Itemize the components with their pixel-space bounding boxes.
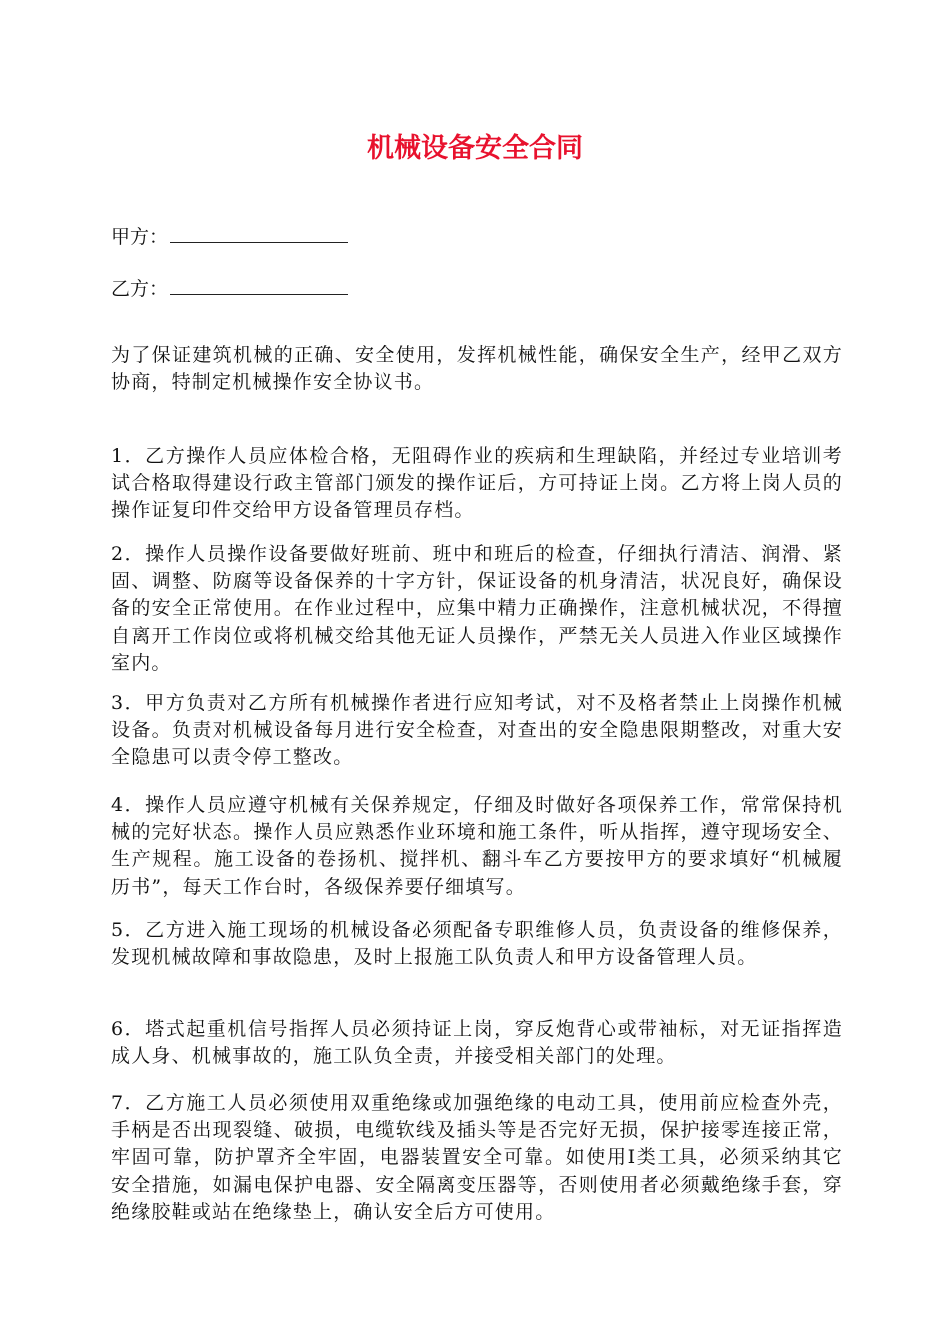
intro-paragraph: 为了保证建筑机械的正确、安全使用，发挥机械性能，确保安全生产，经甲乙双方协商，特制定机械操作安全协议书。 [111,344,843,394]
party-a-row [111,222,348,249]
party-a-label: 甲方： [111,226,169,248]
clause-1: 1．乙方操作人员应体检合格，无阻碍作业的疾病和生理缺陷，并经过专业培训考试合格取得建设行政主管部门颁发的操作证后，方可持证上岗。乙方将上岗人员的操作证复印件交给甲方设备管理员存档。 [111,445,843,522]
party-a-blank [170,224,348,243]
clause-7: 7．乙方施工人员必须使用双重绝缘或加强绝缘的电动工具，使用前应检查外壳，手柄是否出现裂缝、破损，电缆软线及插头等是否完好无损，保护接零连接正常，牢固可靠，防护罩齐全牢固，电器装置安全可靠。如使用Ⅰ类工具，必须采纳其它安全措施，如漏电保护电器、安全隔离变压器等，否则使用者必须戴绝缘手套，穿绝缘胶鞋或站在绝缘垫上，确认安全后方可使用。 [111,1092,843,1223]
party-b-label: 乙方： [111,278,169,300]
party-b-row [111,274,348,301]
clause-6: 6．塔式起重机信号指挥人员必须持证上岗，穿反炮背心或带袖标，对无证指挥造成人身、机械事故的，施工队负全责，并接受相关部门的处理。 [111,1018,843,1068]
clause-4: 4．操作人员应遵守机械有关保养规定，仔细及时做好各项保养工作，常常保持机械的完好状态。操作人员应熟悉作业环境和施工条件，听从指挥，遵守现场安全、生产规程。施工设备的卷扬机、搅拌机、翻斗车乙方要按甲方的要求填好“机械履历书”，每天工作台时，各级保养要仔细填写。 [111,794,843,898]
clause-2: 2．操作人员操作设备要做好班前、班中和班后的检查，仔细执行清洁、润滑、紧固、调整、防腐等设备保养的十字方针，保证设备的机身清洁，状况良好，确保设备的安全正常使用。在作业过程中，应集中精力正确操作，注意机械状况，不得擅自离开工作岗位或将机械交给其他无证人员操作，严禁无关人员进入作业区域操作室内。 [111,543,843,674]
clause-3: 3．甲方负责对乙方所有机械操作者进行应知考试，对不及格者禁止上岗操作机械设备。负责对机械设备每月进行安全检查，对查出的安全隐患限期整改，对重大安全隐患可以责令停工整改。 [111,692,843,769]
document-title: 机械设备安全合同 [367,133,583,164]
party-b-blank [170,276,348,295]
clause-5: 5．乙方进入施工现场的机械设备必须配备专职维修人员，负责设备的维修保养，发现机械故障和事故隐患，及时上报施工队负责人和甲方设备管理人员。 [111,919,843,969]
